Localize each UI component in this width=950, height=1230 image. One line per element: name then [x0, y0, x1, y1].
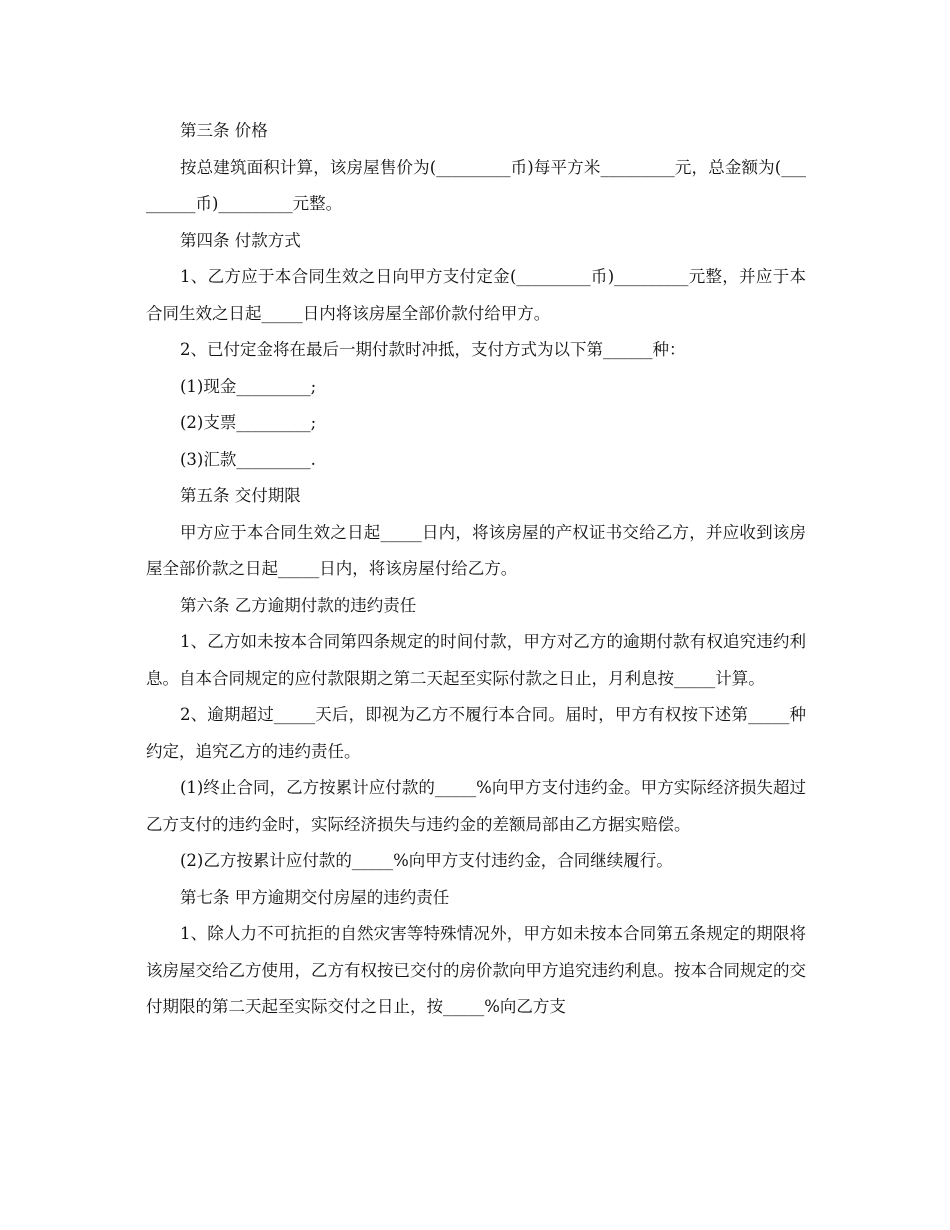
document-body	[146, 113, 806, 1026]
article-3-price-text: 按总建筑面积计算，该房屋售价为(_________币)每平方米_________元，总金额为(_________币)_________元整。	[146, 157, 806, 213]
article-3-heading: 第三条 价格	[180, 121, 268, 140]
article-4-heading: 第四条 付款方式	[180, 230, 301, 250]
payment-option-check: (2)支票_________;	[180, 413, 317, 432]
article-6-heading: 第六条 乙方逾期付款的违约责任	[180, 595, 417, 615]
payment-option-cash: (1)现金_________;	[180, 376, 317, 396]
article-7-heading: 第七条 甲方逾期交付房屋的违约责任	[180, 887, 450, 907]
article-4-clause-2: 2、已付定金将在最后一期付款时冲抵，支付方式为以下第______种：	[180, 340, 686, 359]
article-7-clause-1: 1、除人力不可抗拒的自然灾害等特殊情况外，甲方如未按本合同第五条规定的期限将该房屋交给乙方使用，乙方有权按已交付的房价款向甲方追究违约利息。按本合同规定的交付期限的第二天起至实际交付之日止，按_____%向乙方支	[146, 924, 806, 1016]
article-6-clause-2: 2、逾期超过_____天后，即视为乙方不履行本合同。届时，甲方有权按下述第_____种约定，追究乙方的违约责任。	[146, 705, 806, 761]
article-6-clause-1: 1、乙方如未按本合同第四条规定的时间付款，甲方对乙方的逾期付款有权追究违约利息。自本合同规定的应付款限期之第二天起至实际付款之日止，月利息按_____计算。	[146, 632, 806, 688]
article-5-heading: 第五条 交付期限	[180, 486, 301, 505]
payment-option-remittance: (3)汇款_________.	[180, 449, 316, 469]
article-4-clause-1: 1、乙方应于本合同生效之日向甲方支付定金(_________币)_________元整，并应于本合同生效之日起_____日内将该房屋全部价款付给甲方。	[146, 267, 806, 323]
article-6-option-1: (1)终止合同，乙方按累计应付款的_____%向甲方支付违约金。甲方实际经济损失超过乙方支付的违约金时，实际经济损失与违约金的差额局部由乙方据实赔偿。	[146, 778, 806, 834]
article-5-delivery-text: 甲方应于本合同生效之日起_____日内，将该房屋的产权证书交给乙方，并应收到该房屋全部价款之日起_____日内，将该房屋付给乙方。	[146, 522, 806, 578]
article-6-option-2: (2)乙方按累计应付款的_____%向甲方支付违约金，合同继续履行。	[180, 851, 673, 870]
